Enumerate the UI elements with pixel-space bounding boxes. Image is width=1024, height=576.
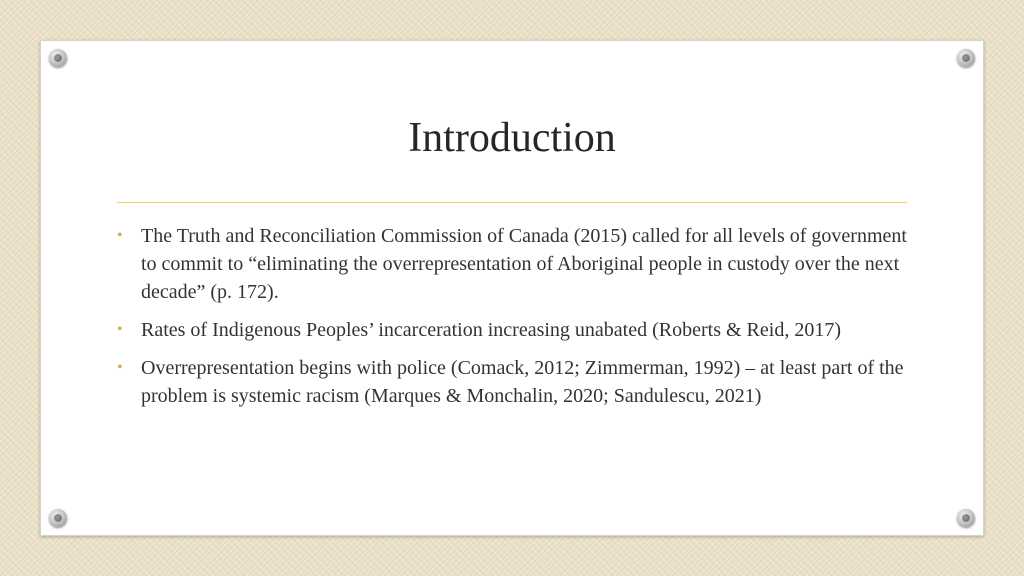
title-divider — [117, 202, 907, 203]
thumbtack-icon — [957, 509, 975, 527]
slide-title: Introduction — [408, 115, 616, 161]
bullet-icon: • — [117, 227, 123, 244]
bullet-item — [117, 354, 907, 410]
bullet-item — [117, 222, 907, 306]
bullet-item — [117, 316, 907, 344]
thumbtack-icon — [49, 509, 67, 527]
bullet-icon: • — [117, 321, 123, 338]
bullet-list — [117, 222, 907, 420]
bullet-text: Overrepresentation begins with police (Comack, 2012; Zimmerman, 1992) – at least part of the problem is systemic racism (Marques & Monchalin, 2020; Sandulescu, 2021) — [141, 357, 904, 407]
thumbtack-icon — [49, 49, 67, 67]
thumbtack-icon — [957, 49, 975, 67]
bullet-text: Rates of Indigenous Peoples’ incarceration increasing unabated (Roberts & Reid, 2017) — [141, 319, 841, 341]
bullet-icon: • — [117, 359, 123, 376]
bullet-text: The Truth and Reconciliation Commission of Canada (2015) called for all levels of government to commit to “eliminating the overrepresentation of Aboriginal people in custody over the next decade” (p. 172). — [141, 225, 907, 303]
